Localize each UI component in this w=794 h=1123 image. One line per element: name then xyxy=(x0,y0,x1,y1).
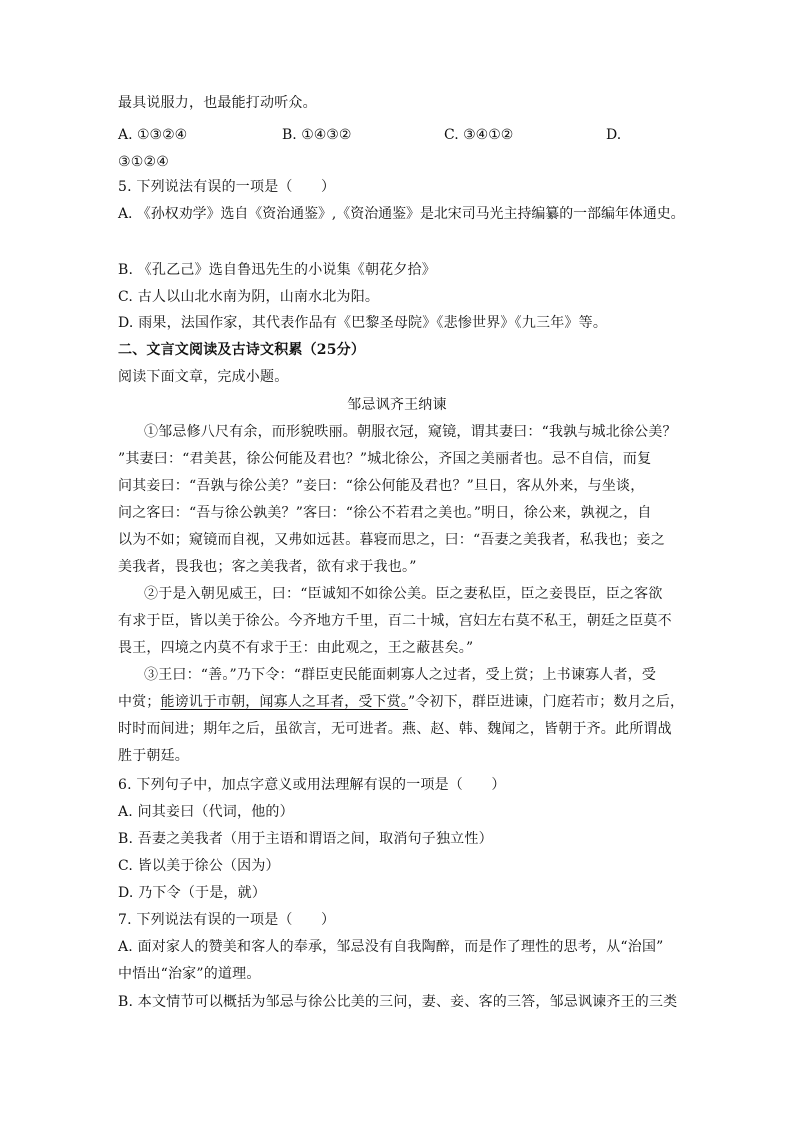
q6-stem: 6. 下列句子中，加点字意义或用法理解有误的一项是（ ） xyxy=(118,777,506,793)
passage-text: 中赏； xyxy=(118,694,161,710)
q4-option-c: C. ③④①② xyxy=(444,127,514,143)
passage-line: ②于是入朝见威王，曰：“臣诚知不如徐公美。臣之妻私臣，臣之妾畏臣，臣之客欲 xyxy=(144,586,663,602)
reading-instruction: 阅读下面文章，完成小题。 xyxy=(118,369,289,385)
q4-option-a: A. ①③②④ xyxy=(118,127,188,143)
q7-option-b: B. 本文情节可以概括为邹忌与徐公比美的三问，妻、妾、客的三答，邹忌讽谏齐王的三类 xyxy=(118,994,678,1010)
q6-option-a: A. 问其妾曰（代词，他的） xyxy=(118,804,294,820)
passage-text: ”令初下，群臣进谏，门庭若市；数月之后， xyxy=(408,694,685,710)
passage-title: 邹忌讽齐王纳谏 xyxy=(347,397,447,413)
passage-line: 时时而间进；期年之后，虽欲言，无可进者。燕、赵、韩、魏闻之，皆朝于齐。此所谓战 xyxy=(118,721,672,737)
section-heading: 二、文言文阅读及古诗文积累（25分） xyxy=(118,342,366,358)
passage-line: 胜于朝廷。 xyxy=(118,748,189,764)
q4-option-b: B. ①④③② xyxy=(282,127,352,143)
q5-option-c: C. 古人以山北水南为阴，山南水北为阳。 xyxy=(118,289,380,305)
q7-option-a-continued: 中悟出“治家”的道理。 xyxy=(118,966,261,982)
passage-line: 问其妾曰：“吾孰与徐公美？”妾曰：“徐公何能及君也？”旦日，客从外来，与坐谈， xyxy=(118,478,645,494)
q5-option-d: D. 雨果，法国作家，其代表作品有《巴黎圣母院》《悲惨世界》《九三年》等。 xyxy=(118,315,608,331)
q7-option-a: A. 面对家人的赞美和客人的奉承，邹忌没有自我陶醉，而是作了理性的思考，从“治国” xyxy=(118,939,664,955)
passage-line: 有求于臣，皆以美于徐公。今齐地方千里，百二十城，宫妇左右莫不私王，朝廷之臣莫不 xyxy=(118,613,672,629)
q5-option-b: B. 《孔乙己》选自鲁迅先生的小说集《朝花夕拾》 xyxy=(118,262,436,278)
q5-option-a: A. 《孙权劝学》选自《资治通鉴》,《资治通鉴》是北宋司马光主持编纂的一部编年体通史。 xyxy=(118,206,685,222)
q6-option-b: B. 吾妻之美我者（用于主语和谓语之间，取消句子独立性） xyxy=(118,831,493,847)
q4-option-d-continued: ③①②④ xyxy=(118,154,170,170)
q7-stem: 7. 下列说法有误的一项是（ ） xyxy=(118,912,336,928)
passage-line: ”其妻曰：“君美甚，徐公何能及君也？”城北徐公，齐国之美丽者也。忌不自信，而复 xyxy=(118,451,652,467)
passage-line: 美我者，畏我也；客之美我者，欲有求于我也。” xyxy=(118,559,417,575)
q4-stem-tail: 最具说服力，也最能打动听众。 xyxy=(118,95,317,111)
passage-line: 畏王，四境之内莫不有求于王：由此观之，王之蔽甚矣。” xyxy=(118,640,474,656)
passage-line: ③王曰：“善。”乃下令：“群臣吏民能面刺寡人之过者，受上赏；上书谏寡人者，受 xyxy=(144,667,657,683)
passage-line: 问之客曰：“吾与徐公孰美？”客曰：“徐公不若君之美也。”明日，徐公来，孰视之，自 xyxy=(118,505,652,521)
passage-line: 以为不如；窥镜而自视，又弗如远甚。暮寝而思之，曰：“吾妻之美我者，私我也；妾之 xyxy=(118,532,665,548)
passage-line: ①邹忌修八尺有余，而形貌昳丽。朝服衣冠，窥镜，谓其妻曰：“我孰与城北徐公美？ xyxy=(144,424,677,440)
underlined-sentence: 能谤讥于市朝，闻寡人之耳者，受下赏。 xyxy=(160,694,409,710)
q6-option-c: C. 皆以美于徐公（因为） xyxy=(118,858,280,874)
passage-line xyxy=(118,692,684,712)
q5-stem: 5. 下列说法有误的一项是（ ） xyxy=(118,179,336,195)
q6-option-d: D. 乃下令（于是，就） xyxy=(118,885,267,901)
q4-option-d: D. xyxy=(606,127,622,143)
